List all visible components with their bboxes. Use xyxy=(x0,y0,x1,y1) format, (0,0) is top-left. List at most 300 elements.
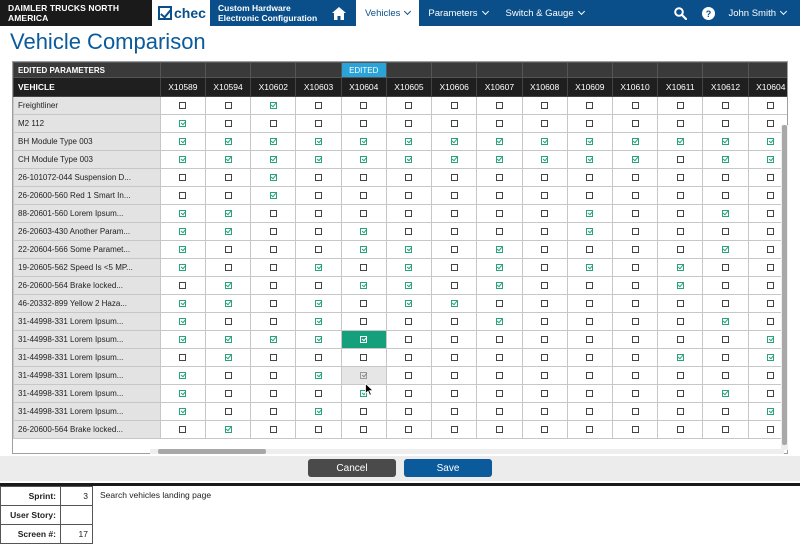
grid-cell[interactable] xyxy=(522,169,567,187)
unchecked-checkbox[interactable] xyxy=(586,372,593,379)
grid-cell[interactable] xyxy=(522,259,567,277)
grid-cell[interactable] xyxy=(296,97,341,115)
grid-cell[interactable] xyxy=(612,241,657,259)
unchecked-checkbox[interactable] xyxy=(767,210,774,217)
grid-cell[interactable] xyxy=(658,385,703,403)
grid-cell[interactable] xyxy=(703,313,748,331)
grid-cell[interactable] xyxy=(703,97,748,115)
grid-cell[interactable] xyxy=(522,205,567,223)
unchecked-checkbox[interactable] xyxy=(405,102,412,109)
unchecked-checkbox[interactable] xyxy=(586,192,593,199)
unchecked-checkbox[interactable] xyxy=(632,210,639,217)
unchecked-checkbox[interactable] xyxy=(541,390,548,397)
grid-cell[interactable] xyxy=(703,151,748,169)
unchecked-checkbox[interactable] xyxy=(405,426,412,433)
grid-cell[interactable] xyxy=(703,331,748,349)
grid-cell[interactable] xyxy=(612,403,657,421)
unchecked-checkbox[interactable] xyxy=(677,120,684,127)
unchecked-checkbox[interactable] xyxy=(451,408,458,415)
unchecked-checkbox[interactable] xyxy=(586,120,593,127)
horizontal-scroll-thumb[interactable] xyxy=(158,449,266,454)
unchecked-checkbox[interactable] xyxy=(677,102,684,109)
grid-cell[interactable] xyxy=(567,187,612,205)
unchecked-checkbox[interactable] xyxy=(496,390,503,397)
checked-checkbox[interactable] xyxy=(225,336,232,343)
unchecked-checkbox[interactable] xyxy=(632,264,639,271)
unchecked-checkbox[interactable] xyxy=(722,264,729,271)
checked-checkbox[interactable] xyxy=(179,120,186,127)
unchecked-checkbox[interactable] xyxy=(586,336,593,343)
unchecked-checkbox[interactable] xyxy=(632,174,639,181)
grid-cell[interactable] xyxy=(432,241,477,259)
checked-checkbox[interactable] xyxy=(179,246,186,253)
checked-checkbox[interactable] xyxy=(225,354,232,361)
checked-checkbox[interactable] xyxy=(586,138,593,145)
unchecked-checkbox[interactable] xyxy=(722,282,729,289)
unchecked-checkbox[interactable] xyxy=(722,372,729,379)
checked-checkbox[interactable] xyxy=(225,228,232,235)
unchecked-checkbox[interactable] xyxy=(496,174,503,181)
checked-checkbox[interactable] xyxy=(315,372,322,379)
unchecked-checkbox[interactable] xyxy=(677,408,684,415)
unchecked-checkbox[interactable] xyxy=(451,264,458,271)
unchecked-checkbox[interactable] xyxy=(315,282,322,289)
grid-cell[interactable] xyxy=(296,151,341,169)
grid-cell[interactable] xyxy=(477,421,522,439)
unchecked-checkbox[interactable] xyxy=(315,390,322,397)
checked-checkbox[interactable] xyxy=(225,156,232,163)
grid-cell[interactable] xyxy=(612,367,657,385)
grid-cell[interactable] xyxy=(748,97,788,115)
grid-cell[interactable] xyxy=(658,349,703,367)
checked-checkbox[interactable] xyxy=(270,138,277,145)
grid-cell[interactable] xyxy=(432,223,477,241)
unchecked-checkbox[interactable] xyxy=(722,426,729,433)
unchecked-checkbox[interactable] xyxy=(677,228,684,235)
grid-cell[interactable] xyxy=(612,259,657,277)
grid-cell[interactable] xyxy=(477,241,522,259)
unchecked-checkbox[interactable] xyxy=(451,210,458,217)
grid-cell[interactable] xyxy=(477,151,522,169)
grid-cell[interactable] xyxy=(612,313,657,331)
checked-checkbox[interactable] xyxy=(586,156,593,163)
grid-cell[interactable] xyxy=(386,205,431,223)
unchecked-checkbox[interactable] xyxy=(722,192,729,199)
unchecked-checkbox[interactable] xyxy=(451,174,458,181)
unchecked-checkbox[interactable] xyxy=(496,192,503,199)
checked-checkbox[interactable] xyxy=(270,192,277,199)
unchecked-checkbox[interactable] xyxy=(270,282,277,289)
grid-cell[interactable] xyxy=(658,367,703,385)
grid-cell[interactable] xyxy=(296,169,341,187)
unchecked-checkbox[interactable] xyxy=(270,264,277,271)
grid-cell[interactable] xyxy=(160,331,205,349)
grid-cell[interactable] xyxy=(251,313,296,331)
checked-checkbox[interactable] xyxy=(677,138,684,145)
grid-cell[interactable] xyxy=(251,259,296,277)
grid-cell[interactable] xyxy=(341,403,386,421)
grid-cell[interactable] xyxy=(703,385,748,403)
unchecked-checkbox[interactable] xyxy=(360,192,367,199)
grid-cell[interactable] xyxy=(205,349,250,367)
grid-cell[interactable] xyxy=(251,331,296,349)
checked-checkbox[interactable] xyxy=(677,282,684,289)
unchecked-checkbox[interactable] xyxy=(767,120,774,127)
grid-cell[interactable] xyxy=(296,241,341,259)
grid-cell[interactable] xyxy=(251,97,296,115)
grid-cell[interactable] xyxy=(522,385,567,403)
vehicle-column-header[interactable]: X10612 xyxy=(703,78,748,97)
unchecked-checkbox[interactable] xyxy=(541,264,548,271)
unchecked-checkbox[interactable] xyxy=(451,336,458,343)
grid-cell[interactable] xyxy=(341,295,386,313)
unchecked-checkbox[interactable] xyxy=(270,408,277,415)
unchecked-checkbox[interactable] xyxy=(405,174,412,181)
grid-cell[interactable] xyxy=(567,259,612,277)
grid-cell[interactable] xyxy=(703,403,748,421)
grid-cell[interactable] xyxy=(522,97,567,115)
unchecked-checkbox[interactable] xyxy=(360,426,367,433)
unchecked-checkbox[interactable] xyxy=(541,246,548,253)
grid-cell[interactable] xyxy=(432,385,477,403)
unchecked-checkbox[interactable] xyxy=(722,300,729,307)
unchecked-checkbox[interactable] xyxy=(677,300,684,307)
home-button[interactable] xyxy=(326,0,352,26)
grid-cell[interactable] xyxy=(296,133,341,151)
grid-cell[interactable] xyxy=(341,313,386,331)
grid-cell[interactable] xyxy=(432,349,477,367)
checked-checkbox[interactable] xyxy=(225,282,232,289)
unchecked-checkbox[interactable] xyxy=(541,228,548,235)
grid-cell[interactable] xyxy=(386,151,431,169)
checked-checkbox[interactable] xyxy=(179,372,186,379)
unchecked-checkbox[interactable] xyxy=(722,174,729,181)
grid-cell[interactable] xyxy=(522,313,567,331)
grid-cell[interactable] xyxy=(612,133,657,151)
grid-cell[interactable] xyxy=(477,295,522,313)
checked-checkbox[interactable] xyxy=(405,156,412,163)
unchecked-checkbox[interactable] xyxy=(632,336,639,343)
grid-cell[interactable] xyxy=(205,97,250,115)
checked-checkbox[interactable] xyxy=(677,264,684,271)
unchecked-checkbox[interactable] xyxy=(360,300,367,307)
grid-cell[interactable] xyxy=(205,385,250,403)
grid-cell[interactable] xyxy=(658,403,703,421)
unchecked-checkbox[interactable] xyxy=(270,318,277,325)
grid-cell[interactable] xyxy=(205,115,250,133)
grid-cell[interactable] xyxy=(205,187,250,205)
checked-checkbox[interactable] xyxy=(179,336,186,343)
grid-cell[interactable] xyxy=(567,151,612,169)
grid-cell[interactable] xyxy=(341,133,386,151)
checked-checkbox[interactable] xyxy=(179,210,186,217)
unchecked-checkbox[interactable] xyxy=(677,210,684,217)
unchecked-checkbox[interactable] xyxy=(315,246,322,253)
unchecked-checkbox[interactable] xyxy=(360,318,367,325)
unchecked-checkbox[interactable] xyxy=(315,354,322,361)
grid-cell[interactable] xyxy=(296,187,341,205)
checked-checkbox[interactable] xyxy=(270,336,277,343)
grid-cell[interactable] xyxy=(160,205,205,223)
grid-cell[interactable] xyxy=(567,115,612,133)
checked-checkbox[interactable] xyxy=(179,138,186,145)
grid-cell[interactable] xyxy=(658,187,703,205)
unchecked-checkbox[interactable] xyxy=(496,372,503,379)
grid-cell[interactable] xyxy=(612,115,657,133)
grid-cell[interactable] xyxy=(205,241,250,259)
unchecked-checkbox[interactable] xyxy=(315,228,322,235)
unchecked-checkbox[interactable] xyxy=(270,354,277,361)
checked-checkbox[interactable] xyxy=(541,138,548,145)
unchecked-checkbox[interactable] xyxy=(586,354,593,361)
checked-checkbox[interactable] xyxy=(179,390,186,397)
unchecked-checkbox[interactable] xyxy=(270,372,277,379)
grid-cell[interactable] xyxy=(160,313,205,331)
grid-cell[interactable] xyxy=(567,367,612,385)
unchecked-checkbox[interactable] xyxy=(179,174,186,181)
checked-checkbox[interactable] xyxy=(360,228,367,235)
unchecked-checkbox[interactable] xyxy=(451,228,458,235)
checked-checkbox[interactable] xyxy=(179,264,186,271)
vehicle-column-header[interactable]: X10594 xyxy=(205,78,250,97)
grid-cell[interactable] xyxy=(612,97,657,115)
unchecked-checkbox[interactable] xyxy=(541,300,548,307)
unchecked-checkbox[interactable] xyxy=(225,120,232,127)
grid-cell[interactable] xyxy=(477,313,522,331)
grid-cell[interactable] xyxy=(522,331,567,349)
grid-cell[interactable] xyxy=(612,349,657,367)
vehicle-column-header[interactable]: X10589 xyxy=(160,78,205,97)
unchecked-checkbox[interactable] xyxy=(270,120,277,127)
checked-checkbox[interactable] xyxy=(315,408,322,415)
grid-cell[interactable] xyxy=(296,205,341,223)
unchecked-checkbox[interactable] xyxy=(632,408,639,415)
vehicle-column-header[interactable]: X10610 xyxy=(612,78,657,97)
grid-cell[interactable] xyxy=(296,331,341,349)
grid-cell[interactable] xyxy=(522,241,567,259)
grid-cell[interactable] xyxy=(341,187,386,205)
vehicle-column-header[interactable]: X10605 xyxy=(386,78,431,97)
unchecked-checkbox[interactable] xyxy=(179,282,186,289)
grid-cell[interactable] xyxy=(160,421,205,439)
grid-cell[interactable] xyxy=(160,277,205,295)
unchecked-checkbox[interactable] xyxy=(270,300,277,307)
grid-cell[interactable] xyxy=(386,169,431,187)
grid-cell[interactable] xyxy=(567,133,612,151)
unchecked-checkbox[interactable] xyxy=(405,318,412,325)
grid-cell[interactable] xyxy=(567,97,612,115)
grid-cell[interactable] xyxy=(386,277,431,295)
grid-cell[interactable] xyxy=(522,295,567,313)
grid-cell[interactable] xyxy=(567,331,612,349)
unchecked-checkbox[interactable] xyxy=(405,192,412,199)
unchecked-checkbox[interactable] xyxy=(767,426,774,433)
checked-checkbox[interactable] xyxy=(767,138,774,145)
unchecked-checkbox[interactable] xyxy=(179,192,186,199)
checked-checkbox[interactable] xyxy=(270,102,277,109)
grid-cell[interactable] xyxy=(251,223,296,241)
checked-checkbox[interactable] xyxy=(360,156,367,163)
grid-cell[interactable] xyxy=(703,277,748,295)
grid-cell[interactable] xyxy=(432,277,477,295)
vehicle-column-header[interactable]: X10604 xyxy=(748,78,788,97)
grid-cell[interactable] xyxy=(160,367,205,385)
unchecked-checkbox[interactable] xyxy=(677,174,684,181)
unchecked-checkbox[interactable] xyxy=(541,282,548,289)
grid-cell[interactable] xyxy=(296,421,341,439)
grid-cell[interactable] xyxy=(386,403,431,421)
grid-cell[interactable] xyxy=(386,187,431,205)
checked-checkbox[interactable] xyxy=(451,156,458,163)
grid-cell[interactable] xyxy=(658,133,703,151)
unchecked-checkbox[interactable] xyxy=(722,408,729,415)
grid-cell[interactable] xyxy=(341,151,386,169)
unchecked-checkbox[interactable] xyxy=(405,408,412,415)
unchecked-checkbox[interactable] xyxy=(541,354,548,361)
grid-cell[interactable] xyxy=(205,259,250,277)
grid-cell[interactable] xyxy=(432,133,477,151)
grid-cell[interactable] xyxy=(658,277,703,295)
checked-checkbox[interactable] xyxy=(677,354,684,361)
grid-cell[interactable] xyxy=(522,151,567,169)
unchecked-checkbox[interactable] xyxy=(541,210,548,217)
grid-cell[interactable] xyxy=(658,115,703,133)
unchecked-checkbox[interactable] xyxy=(225,102,232,109)
grid-cell[interactable] xyxy=(612,331,657,349)
unchecked-checkbox[interactable] xyxy=(541,318,548,325)
unchecked-checkbox[interactable] xyxy=(541,426,548,433)
checked-checkbox[interactable] xyxy=(632,156,639,163)
unchecked-checkbox[interactable] xyxy=(541,102,548,109)
grid-cell[interactable] xyxy=(432,259,477,277)
unchecked-checkbox[interactable] xyxy=(225,390,232,397)
grid-cell[interactable] xyxy=(341,241,386,259)
unchecked-checkbox[interactable] xyxy=(767,246,774,253)
grid-cell[interactable] xyxy=(160,115,205,133)
grid-cell[interactable] xyxy=(477,385,522,403)
checked-checkbox[interactable] xyxy=(225,300,232,307)
unchecked-checkbox[interactable] xyxy=(767,372,774,379)
checked-checkbox[interactable] xyxy=(722,318,729,325)
grid-cell[interactable] xyxy=(160,349,205,367)
grid-cell[interactable] xyxy=(658,151,703,169)
grid-cell[interactable] xyxy=(658,313,703,331)
grid-cell[interactable] xyxy=(341,97,386,115)
checked-checkbox[interactable] xyxy=(722,138,729,145)
grid-cell[interactable] xyxy=(477,277,522,295)
grid-cell[interactable] xyxy=(341,205,386,223)
unchecked-checkbox[interactable] xyxy=(767,102,774,109)
checked-checkbox[interactable] xyxy=(405,300,412,307)
grid-cell[interactable] xyxy=(522,187,567,205)
unchecked-checkbox[interactable] xyxy=(496,354,503,361)
checked-checkbox[interactable] xyxy=(360,246,367,253)
grid-cell[interactable] xyxy=(205,205,250,223)
checked-checkbox[interactable] xyxy=(225,426,232,433)
grid-cell[interactable] xyxy=(296,403,341,421)
grid-cell[interactable] xyxy=(251,241,296,259)
grid-cell[interactable] xyxy=(296,277,341,295)
grid-cell[interactable] xyxy=(612,169,657,187)
vehicle-column-header[interactable]: VEHICLE xyxy=(14,78,161,97)
checked-checkbox[interactable] xyxy=(405,246,412,253)
grid-cell[interactable] xyxy=(477,115,522,133)
checked-checkbox[interactable] xyxy=(496,318,503,325)
grid-cell[interactable] xyxy=(386,421,431,439)
horizontal-scrollbar[interactable] xyxy=(150,449,784,454)
unchecked-checkbox[interactable] xyxy=(541,120,548,127)
grid-cell[interactable] xyxy=(522,403,567,421)
checked-checkbox[interactable] xyxy=(767,354,774,361)
grid-cell[interactable] xyxy=(477,331,522,349)
vehicle-column-header[interactable]: X10603 xyxy=(296,78,341,97)
grid-cell[interactable] xyxy=(703,241,748,259)
grid-cell[interactable] xyxy=(658,169,703,187)
checked-checkbox[interactable] xyxy=(315,264,322,271)
grid-cell[interactable] xyxy=(567,241,612,259)
vehicle-column-header[interactable]: X10611 xyxy=(658,78,703,97)
unchecked-checkbox[interactable] xyxy=(632,354,639,361)
grid-cell[interactable] xyxy=(251,403,296,421)
grid-cell[interactable] xyxy=(567,295,612,313)
grid-cell[interactable] xyxy=(612,151,657,169)
unchecked-checkbox[interactable] xyxy=(632,372,639,379)
unchecked-checkbox[interactable] xyxy=(360,174,367,181)
grid-cell[interactable] xyxy=(160,385,205,403)
unchecked-checkbox[interactable] xyxy=(632,192,639,199)
grid-cell[interactable] xyxy=(386,385,431,403)
checked-checkbox[interactable] xyxy=(405,282,412,289)
unchecked-checkbox[interactable] xyxy=(586,390,593,397)
unchecked-checkbox[interactable] xyxy=(451,192,458,199)
grid-cell[interactable] xyxy=(522,223,567,241)
grid-cell[interactable] xyxy=(432,313,477,331)
grid-cell[interactable] xyxy=(432,403,477,421)
grid-cell[interactable] xyxy=(205,223,250,241)
unchecked-checkbox[interactable] xyxy=(586,246,593,253)
unchecked-checkbox[interactable] xyxy=(179,426,186,433)
grid-cell[interactable] xyxy=(341,367,386,385)
grid-cell[interactable] xyxy=(296,295,341,313)
unchecked-checkbox[interactable] xyxy=(496,102,503,109)
unchecked-checkbox[interactable] xyxy=(225,372,232,379)
unchecked-checkbox[interactable] xyxy=(677,336,684,343)
unchecked-checkbox[interactable] xyxy=(315,426,322,433)
grid-cell[interactable] xyxy=(703,259,748,277)
grid-cell[interactable] xyxy=(341,223,386,241)
unchecked-checkbox[interactable] xyxy=(767,318,774,325)
grid-cell[interactable] xyxy=(341,331,386,349)
unchecked-checkbox[interactable] xyxy=(767,192,774,199)
grid-cell[interactable] xyxy=(522,115,567,133)
chec-logo[interactable] xyxy=(152,0,210,26)
unchecked-checkbox[interactable] xyxy=(270,426,277,433)
unchecked-checkbox[interactable] xyxy=(586,102,593,109)
unchecked-checkbox[interactable] xyxy=(632,318,639,325)
grid-cell[interactable] xyxy=(612,277,657,295)
grid-cell[interactable] xyxy=(432,151,477,169)
unchecked-checkbox[interactable] xyxy=(632,228,639,235)
nav-vehicles[interactable] xyxy=(356,0,419,26)
grid-cell[interactable] xyxy=(703,205,748,223)
vehicle-column-header[interactable]: X10602 xyxy=(251,78,296,97)
grid-cell[interactable] xyxy=(522,133,567,151)
unchecked-checkbox[interactable] xyxy=(405,390,412,397)
grid-cell[interactable] xyxy=(160,295,205,313)
grid-cell[interactable] xyxy=(658,295,703,313)
checked-checkbox[interactable] xyxy=(451,138,458,145)
unchecked-checkbox[interactable] xyxy=(767,264,774,271)
